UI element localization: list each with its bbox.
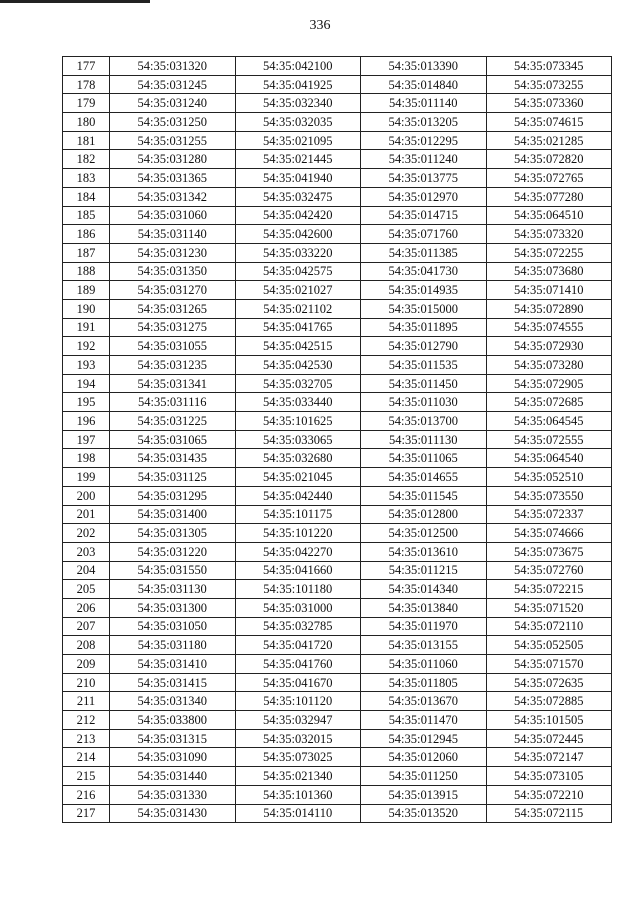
cadastral-code-cell: 54:35:011545 bbox=[361, 486, 487, 505]
cadastral-code-cell: 54:35:013520 bbox=[361, 804, 487, 823]
cadastral-code-cell: 54:35:073675 bbox=[486, 542, 612, 561]
cadastral-code-cell: 54:35:077280 bbox=[486, 187, 612, 206]
cadastral-code-cell: 54:35:101625 bbox=[235, 412, 361, 431]
table-row bbox=[63, 206, 612, 225]
cadastral-code-cell: 54:35:072820 bbox=[486, 150, 612, 169]
row-number-cell: 187 bbox=[63, 243, 110, 262]
cadastral-code-cell: 54:35:032475 bbox=[235, 187, 361, 206]
cadastral-code-cell: 54:35:032785 bbox=[235, 617, 361, 636]
cadastral-code-cell: 54:35:013670 bbox=[361, 692, 487, 711]
cadastral-code-cell: 54:35:031270 bbox=[110, 281, 236, 300]
cadastral-code-cell: 54:35:013840 bbox=[361, 598, 487, 617]
row-number-cell: 211 bbox=[63, 692, 110, 711]
table-row bbox=[63, 505, 612, 524]
cadastral-code-cell: 54:35:021027 bbox=[235, 281, 361, 300]
cadastral-code-cell: 54:35:011140 bbox=[361, 94, 487, 113]
page-number: 336 bbox=[309, 18, 331, 33]
row-number-cell: 197 bbox=[63, 430, 110, 449]
table-row bbox=[63, 337, 612, 356]
cadastral-code-cell: 54:35:042515 bbox=[235, 337, 361, 356]
cadastral-code-cell: 54:35:031550 bbox=[110, 561, 236, 580]
table-row bbox=[63, 94, 612, 113]
cadastral-code-cell: 54:35:012060 bbox=[361, 748, 487, 767]
cadastral-code-cell: 54:35:014340 bbox=[361, 580, 487, 599]
table-row bbox=[63, 57, 612, 76]
cadastral-code-cell: 54:35:041670 bbox=[235, 673, 361, 692]
table-row bbox=[63, 356, 612, 375]
cadastral-code-cell: 54:35:011215 bbox=[361, 561, 487, 580]
cadastral-code-cell: 54:35:072445 bbox=[486, 729, 612, 748]
cadastral-code-cell: 54:35:014110 bbox=[235, 804, 361, 823]
cadastral-code-cell: 54:35:031340 bbox=[110, 692, 236, 711]
cadastral-code-cell: 54:35:031255 bbox=[110, 131, 236, 150]
cadastral-code-cell: 54:35:031342 bbox=[110, 187, 236, 206]
row-number-cell: 199 bbox=[63, 468, 110, 487]
cadastral-code-cell: 54:35:031320 bbox=[110, 57, 236, 76]
row-number-cell: 213 bbox=[63, 729, 110, 748]
row-number-cell: 198 bbox=[63, 449, 110, 468]
row-number-cell: 180 bbox=[63, 113, 110, 132]
cadastral-code-cell: 54:35:072760 bbox=[486, 561, 612, 580]
table-row bbox=[63, 430, 612, 449]
cadastral-code-cell: 54:35:011450 bbox=[361, 374, 487, 393]
cadastral-code-cell: 54:35:011970 bbox=[361, 617, 487, 636]
table-row bbox=[63, 785, 612, 804]
cadastral-code-cell: 54:35:011470 bbox=[361, 711, 487, 730]
row-number-cell: 216 bbox=[63, 785, 110, 804]
cadastral-code-cell: 54:35:031180 bbox=[110, 636, 236, 655]
table-row bbox=[63, 598, 612, 617]
cadastral-code-cell: 54:35:031430 bbox=[110, 804, 236, 823]
cadastral-code-cell: 54:35:031280 bbox=[110, 150, 236, 169]
cadastral-code-cell: 54:35:042530 bbox=[235, 356, 361, 375]
row-number-cell: 205 bbox=[63, 580, 110, 599]
table-row bbox=[63, 281, 612, 300]
table-row bbox=[63, 692, 612, 711]
cadastral-code-cell: 54:35:041760 bbox=[235, 655, 361, 674]
row-number-cell: 203 bbox=[63, 542, 110, 561]
cadastral-code-cell: 54:35:014935 bbox=[361, 281, 487, 300]
cadastral-code-cell: 54:35:052505 bbox=[486, 636, 612, 655]
cadastral-code-cell: 54:35:031365 bbox=[110, 169, 236, 188]
table-row bbox=[63, 729, 612, 748]
cadastral-code-cell: 54:35:013915 bbox=[361, 785, 487, 804]
cadastral-code-cell: 54:35:031410 bbox=[110, 655, 236, 674]
row-number-cell: 194 bbox=[63, 374, 110, 393]
cadastral-code-cell: 54:35:042100 bbox=[235, 57, 361, 76]
row-number-cell: 195 bbox=[63, 393, 110, 412]
row-number-cell: 204 bbox=[63, 561, 110, 580]
cadastral-code-cell: 54:35:012800 bbox=[361, 505, 487, 524]
cadastral-code-cell: 54:35:033800 bbox=[110, 711, 236, 730]
row-number-cell: 215 bbox=[63, 767, 110, 786]
cadastral-code-cell: 54:35:031230 bbox=[110, 243, 236, 262]
cadastral-code-cell: 54:35:052510 bbox=[486, 468, 612, 487]
row-number-cell: 206 bbox=[63, 598, 110, 617]
cadastral-code-cell: 54:35:101120 bbox=[235, 692, 361, 711]
top-rule-line bbox=[0, 0, 150, 3]
table-row bbox=[63, 299, 612, 318]
cadastral-code-cell: 54:35:013390 bbox=[361, 57, 487, 76]
cadastral-code-cell: 54:35:041660 bbox=[235, 561, 361, 580]
cadastral-code-cell: 54:35:041940 bbox=[235, 169, 361, 188]
cadastral-code-cell: 54:35:073105 bbox=[486, 767, 612, 786]
table-row bbox=[63, 243, 612, 262]
row-number-cell: 188 bbox=[63, 262, 110, 281]
cadastral-code-cell: 54:35:031220 bbox=[110, 542, 236, 561]
cadastral-code-cell: 54:35:072255 bbox=[486, 243, 612, 262]
row-number-cell: 209 bbox=[63, 655, 110, 674]
table-row bbox=[63, 767, 612, 786]
cadastral-code-cell: 54:35:072635 bbox=[486, 673, 612, 692]
cadastral-code-cell: 54:35:012970 bbox=[361, 187, 487, 206]
cadastral-code-cell: 54:35:031440 bbox=[110, 767, 236, 786]
cadastral-code-cell: 54:35:012295 bbox=[361, 131, 487, 150]
cadastral-code-cell: 54:35:033220 bbox=[235, 243, 361, 262]
cadastral-code-cell: 54:35:064545 bbox=[486, 412, 612, 431]
cadastral-code-cell: 54:35:042575 bbox=[235, 262, 361, 281]
cadastral-code-cell: 54:35:031415 bbox=[110, 673, 236, 692]
cadastral-code-cell: 54:35:011385 bbox=[361, 243, 487, 262]
cadastral-code-cell: 54:35:031065 bbox=[110, 430, 236, 449]
row-number-cell: 190 bbox=[63, 299, 110, 318]
cadastral-code-cell: 54:35:031060 bbox=[110, 206, 236, 225]
cadastral-code-cell: 54:35:042420 bbox=[235, 206, 361, 225]
cadastral-code-cell: 54:35:013775 bbox=[361, 169, 487, 188]
cadastral-code-cell: 54:35:021102 bbox=[235, 299, 361, 318]
cadastral-code-cell: 54:35:011065 bbox=[361, 449, 487, 468]
cadastral-code-cell: 54:35:032340 bbox=[235, 94, 361, 113]
cadastral-code-cell: 54:35:014840 bbox=[361, 75, 487, 94]
cadastral-code-cell: 54:35:073255 bbox=[486, 75, 612, 94]
row-number-cell: 196 bbox=[63, 412, 110, 431]
table-row bbox=[63, 187, 612, 206]
table-body bbox=[63, 57, 612, 823]
cadastral-code-cell: 54:35:064510 bbox=[486, 206, 612, 225]
cadastral-code-cell: 54:35:011895 bbox=[361, 318, 487, 337]
table-row bbox=[63, 113, 612, 132]
cadastral-code-cell: 54:35:013610 bbox=[361, 542, 487, 561]
cadastral-code-cell: 54:35:031090 bbox=[110, 748, 236, 767]
cadastral-code-cell: 54:35:041925 bbox=[235, 75, 361, 94]
cadastral-code-cell: 54:35:031000 bbox=[235, 598, 361, 617]
cadastral-code-cell: 54:35:031330 bbox=[110, 785, 236, 804]
cadastral-code-cell: 54:35:031140 bbox=[110, 225, 236, 244]
table-row bbox=[63, 393, 612, 412]
cadastral-code-cell: 54:35:021045 bbox=[235, 468, 361, 487]
table-row bbox=[63, 655, 612, 674]
cadastral-code-cell: 54:35:073280 bbox=[486, 356, 612, 375]
cadastral-code-cell: 54:35:071410 bbox=[486, 281, 612, 300]
cadastral-code-cell: 54:35:031235 bbox=[110, 356, 236, 375]
cadastral-code-cell: 54:35:011030 bbox=[361, 393, 487, 412]
cadastral-code-cell: 54:35:013700 bbox=[361, 412, 487, 431]
row-number-cell: 208 bbox=[63, 636, 110, 655]
cadastral-code-cell: 54:35:011535 bbox=[361, 356, 487, 375]
cadastral-code-cell: 54:35:031295 bbox=[110, 486, 236, 505]
cadastral-code-cell: 54:35:032947 bbox=[235, 711, 361, 730]
cadastral-code-cell: 54:35:031250 bbox=[110, 113, 236, 132]
cadastral-code-cell: 54:35:041720 bbox=[235, 636, 361, 655]
cadastral-code-cell: 54:35:072337 bbox=[486, 505, 612, 524]
row-number-cell: 212 bbox=[63, 711, 110, 730]
cadastral-code-cell: 54:35:033065 bbox=[235, 430, 361, 449]
cadastral-code-cell: 54:35:013205 bbox=[361, 113, 487, 132]
cadastral-code-cell: 54:35:072110 bbox=[486, 617, 612, 636]
row-number-cell: 210 bbox=[63, 673, 110, 692]
cadastral-code-cell: 54:35:021445 bbox=[235, 150, 361, 169]
cadastral-code-cell: 54:35:072210 bbox=[486, 785, 612, 804]
cadastral-code-cell: 54:35:073025 bbox=[235, 748, 361, 767]
row-number-cell: 201 bbox=[63, 505, 110, 524]
row-number-cell: 179 bbox=[63, 94, 110, 113]
cadastral-code-cell: 54:35:031275 bbox=[110, 318, 236, 337]
row-number-cell: 192 bbox=[63, 337, 110, 356]
cadastral-code-cell: 54:35:031116 bbox=[110, 393, 236, 412]
cadastral-code-cell: 54:35:074615 bbox=[486, 113, 612, 132]
row-number-cell: 207 bbox=[63, 617, 110, 636]
cadastral-code-cell: 54:35:031050 bbox=[110, 617, 236, 636]
cadastral-code-cell: 54:35:042440 bbox=[235, 486, 361, 505]
table-row bbox=[63, 412, 612, 431]
cadastral-code-cell: 54:35:072555 bbox=[486, 430, 612, 449]
cadastral-code-cell: 54:35:071520 bbox=[486, 598, 612, 617]
table-row bbox=[63, 580, 612, 599]
table-row bbox=[63, 561, 612, 580]
table-row bbox=[63, 449, 612, 468]
row-number-cell: 202 bbox=[63, 524, 110, 543]
cadastral-code-cell: 54:35:021285 bbox=[486, 131, 612, 150]
table-row bbox=[63, 468, 612, 487]
cadastral-code-cell: 54:35:014715 bbox=[361, 206, 487, 225]
cadastral-code-cell: 54:35:073680 bbox=[486, 262, 612, 281]
row-number-cell: 183 bbox=[63, 169, 110, 188]
cadastral-code-cell: 54:35:072930 bbox=[486, 337, 612, 356]
cadastral-code-cell: 54:35:073320 bbox=[486, 225, 612, 244]
cadastral-code-cell: 54:35:012945 bbox=[361, 729, 487, 748]
cadastral-code-cell: 54:35:031400 bbox=[110, 505, 236, 524]
table-row bbox=[63, 131, 612, 150]
cadastral-code-cell: 54:35:031055 bbox=[110, 337, 236, 356]
cadastral-code-cell: 54:35:031240 bbox=[110, 94, 236, 113]
cadastral-code-cell: 54:35:064540 bbox=[486, 449, 612, 468]
cadastral-code-cell: 54:35:101175 bbox=[235, 505, 361, 524]
cadastral-code-cell: 54:35:011060 bbox=[361, 655, 487, 674]
cadastral-code-cell: 54:35:074666 bbox=[486, 524, 612, 543]
cadastral-code-cell: 54:35:071760 bbox=[361, 225, 487, 244]
cadastral-code-cell: 54:35:031305 bbox=[110, 524, 236, 543]
cadastral-code-cell: 54:35:031125 bbox=[110, 468, 236, 487]
cadastral-code-cell: 54:35:042270 bbox=[235, 542, 361, 561]
row-number-cell: 177 bbox=[63, 57, 110, 76]
cadastral-code-cell: 54:35:072147 bbox=[486, 748, 612, 767]
cadastral-code-cell: 54:35:015000 bbox=[361, 299, 487, 318]
cadastral-code-cell: 54:35:031350 bbox=[110, 262, 236, 281]
cadastral-code-cell: 54:35:032680 bbox=[235, 449, 361, 468]
row-number-cell: 181 bbox=[63, 131, 110, 150]
cadastral-code-cell: 54:35:041730 bbox=[361, 262, 487, 281]
row-number-cell: 217 bbox=[63, 804, 110, 823]
cadastral-code-cell: 54:35:072115 bbox=[486, 804, 612, 823]
cadastral-code-cell: 54:35:031435 bbox=[110, 449, 236, 468]
cadastral-code-cell: 54:35:072890 bbox=[486, 299, 612, 318]
cadastral-code-cell: 54:35:032035 bbox=[235, 113, 361, 132]
cadastral-code-cell: 54:35:072215 bbox=[486, 580, 612, 599]
cadastral-code-cell: 54:35:011250 bbox=[361, 767, 487, 786]
cadastral-code-cell: 54:35:032015 bbox=[235, 729, 361, 748]
cadastral-code-cell: 54:35:074555 bbox=[486, 318, 612, 337]
table-row bbox=[63, 169, 612, 188]
cadastral-code-cell: 54:35:031130 bbox=[110, 580, 236, 599]
row-number-cell: 189 bbox=[63, 281, 110, 300]
row-number-cell: 182 bbox=[63, 150, 110, 169]
cadastral-code-cell: 54:35:101180 bbox=[235, 580, 361, 599]
table-row bbox=[63, 748, 612, 767]
cadastral-code-cell: 54:35:014655 bbox=[361, 468, 487, 487]
table-row bbox=[63, 673, 612, 692]
table-row bbox=[63, 318, 612, 337]
row-number-cell: 193 bbox=[63, 356, 110, 375]
table-row bbox=[63, 262, 612, 281]
cadastral-code-cell: 54:35:031245 bbox=[110, 75, 236, 94]
cadastral-code-cell: 54:35:021095 bbox=[235, 131, 361, 150]
cadastral-code-cell: 54:35:072765 bbox=[486, 169, 612, 188]
row-number-cell: 186 bbox=[63, 225, 110, 244]
cadastral-code-cell: 54:35:012790 bbox=[361, 337, 487, 356]
cadastral-code-cell: 54:35:031265 bbox=[110, 299, 236, 318]
cadastral-code-cell: 54:35:031341 bbox=[110, 374, 236, 393]
row-number-cell: 191 bbox=[63, 318, 110, 337]
cadastral-code-cell: 54:35:071570 bbox=[486, 655, 612, 674]
row-number-cell: 185 bbox=[63, 206, 110, 225]
cadastral-code-cell: 54:35:013155 bbox=[361, 636, 487, 655]
row-number-cell: 184 bbox=[63, 187, 110, 206]
table-row bbox=[63, 542, 612, 561]
cadastral-code-cell: 54:35:031225 bbox=[110, 412, 236, 431]
row-number-cell: 214 bbox=[63, 748, 110, 767]
cadastral-code-cell: 54:35:011805 bbox=[361, 673, 487, 692]
cadastral-code-cell: 54:35:012500 bbox=[361, 524, 487, 543]
cadastral-code-cell: 54:35:011130 bbox=[361, 430, 487, 449]
cadastral-code-cell: 54:35:072885 bbox=[486, 692, 612, 711]
cadastral-code-cell: 54:35:041765 bbox=[235, 318, 361, 337]
cadastral-code-cell: 54:35:072905 bbox=[486, 374, 612, 393]
cadastral-code-cell: 54:35:072685 bbox=[486, 393, 612, 412]
cadastral-code-cell: 54:35:101505 bbox=[486, 711, 612, 730]
cadastral-code-cell: 54:35:042600 bbox=[235, 225, 361, 244]
table-row bbox=[63, 225, 612, 244]
table-row bbox=[63, 636, 612, 655]
table-row bbox=[63, 150, 612, 169]
cadastral-code-cell: 54:35:021340 bbox=[235, 767, 361, 786]
table-row bbox=[63, 524, 612, 543]
cadastral-code-cell: 54:35:073345 bbox=[486, 57, 612, 76]
table-row bbox=[63, 617, 612, 636]
cadastral-code-cell: 54:35:101220 bbox=[235, 524, 361, 543]
cadastral-code-cell: 54:35:073360 bbox=[486, 94, 612, 113]
table-row bbox=[63, 75, 612, 94]
table-row bbox=[63, 804, 612, 823]
cadastral-number-table bbox=[62, 56, 612, 823]
cadastral-code-cell: 54:35:031300 bbox=[110, 598, 236, 617]
cadastral-code-cell: 54:35:073550 bbox=[486, 486, 612, 505]
table-row bbox=[63, 711, 612, 730]
cadastral-code-cell: 54:35:033440 bbox=[235, 393, 361, 412]
cadastral-code-cell: 54:35:011240 bbox=[361, 150, 487, 169]
table-row bbox=[63, 374, 612, 393]
row-number-cell: 178 bbox=[63, 75, 110, 94]
cadastral-code-cell: 54:35:101360 bbox=[235, 785, 361, 804]
table-row bbox=[63, 486, 612, 505]
cadastral-code-cell: 54:35:032705 bbox=[235, 374, 361, 393]
row-number-cell: 200 bbox=[63, 486, 110, 505]
cadastral-code-cell: 54:35:031315 bbox=[110, 729, 236, 748]
